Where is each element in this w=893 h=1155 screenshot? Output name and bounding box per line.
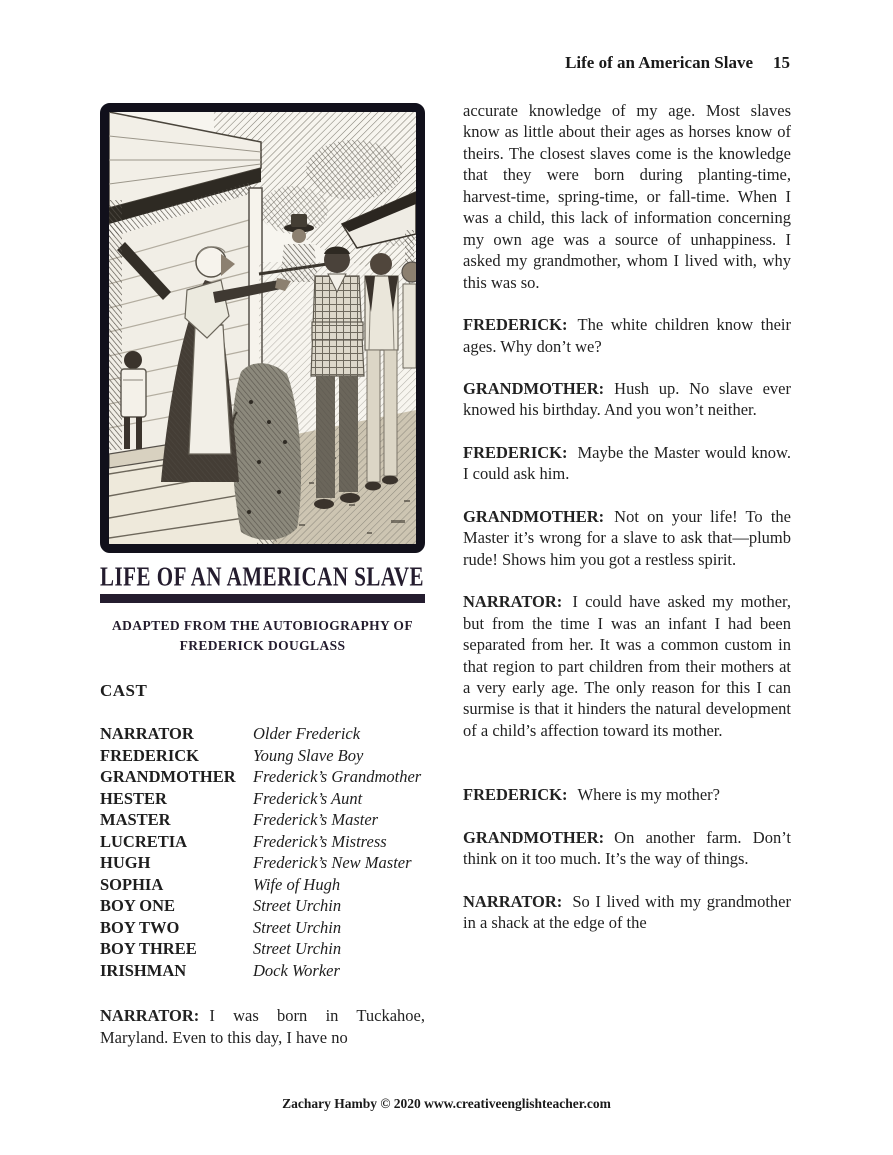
cast-role: Wife of Hugh — [253, 874, 341, 894]
cast-name: SOPHIA — [100, 874, 164, 894]
speaker-label: FREDERICK: — [463, 785, 568, 805]
cast-row — [100, 874, 425, 896]
cast-row — [100, 938, 425, 960]
cast-name: HUGH — [100, 853, 151, 873]
speaker-label: FREDERICK: — [463, 442, 568, 462]
cast-name: IRISHMAN — [100, 960, 187, 980]
script-paragraph — [463, 506, 791, 570]
script-paragraph — [463, 100, 791, 293]
cast-role: Frederick’s Mistress — [253, 831, 387, 851]
cast-role: Frederick’s New Master — [253, 853, 412, 873]
page-number: 15 — [773, 53, 790, 72]
script-paragraph — [463, 378, 791, 421]
cast-name: HESTER — [100, 788, 167, 808]
cast-row — [100, 917, 425, 939]
cast-role: Frederick’s Aunt — [253, 788, 363, 808]
dialogue-text: I could have asked my mother, but from the time I was an infant I had been separated from her. It was a common custom in that region to part children from their mothers at a very early age. The only reason for this I can surmise is that it hinders the natural development of a child’s affection toward its mother. — [463, 592, 791, 740]
cast-role: Street Urchin — [253, 896, 342, 916]
subtitle-line-1: ADAPTED FROM THE AUTOBIOGRAPHY OF — [112, 618, 413, 633]
cast-role: Older Frederick — [253, 724, 361, 744]
cast-role: Young Slave Boy — [253, 745, 364, 765]
subtitle-line-2: FREDERICK DOUGLASS — [179, 637, 346, 653]
dialogue-text: Maybe the Master would know. I could ask him. — [463, 442, 791, 484]
script-paragraph — [463, 591, 791, 741]
cast-name: BOY THREE — [100, 939, 197, 959]
cast-heading: CAST — [100, 681, 148, 701]
dialogue-text: Hush up. No slave ever knowed his birthday. And you won’t neither. — [463, 378, 791, 420]
script-paragraph — [463, 442, 791, 485]
script-paragraph — [463, 891, 791, 934]
cast-name: GRANDMOTHER — [100, 767, 236, 787]
cast-role: Street Urchin — [253, 917, 342, 937]
speaker-label: NARRATOR: — [463, 592, 563, 612]
page-header — [565, 53, 790, 73]
cast-row — [100, 809, 425, 831]
cast-name: FREDERICK — [100, 745, 200, 765]
script-paragraph — [463, 784, 791, 805]
speaker-label: NARRATOR: — [100, 1006, 200, 1026]
cast-name: NARRATOR — [100, 724, 194, 744]
speaker-label: GRANDMOTHER: — [463, 506, 605, 526]
engraving-scene-icon — [109, 112, 416, 544]
script-paragraph — [100, 1005, 425, 1048]
cast-row — [100, 766, 425, 788]
cast-role: Street Urchin — [253, 939, 342, 959]
cast-row — [100, 852, 425, 874]
play-title: LIFE OF AN AMERICAN SLAVE — [100, 561, 425, 593]
play-subtitle — [100, 616, 425, 655]
dialogue-text: Where is my mother? — [577, 785, 721, 805]
cast-list-body — [100, 723, 425, 981]
speaker-label: GRANDMOTHER: — [463, 827, 605, 847]
page-footer: Zachary Hamby © 2020 www.creativeenglishteacher.com — [282, 1096, 611, 1111]
speaker-label: GRANDMOTHER: — [463, 378, 605, 398]
cast-row — [100, 745, 425, 767]
cast-row — [100, 895, 425, 917]
dialogue-text: On another farm. Don’t think on it too much. It’s the way of things. — [463, 827, 791, 869]
running-title: Life of an American Slave — [565, 53, 753, 72]
cast-list — [100, 723, 425, 981]
cast-row — [100, 960, 425, 982]
script-paragraph — [463, 314, 791, 357]
cast-row — [100, 831, 425, 853]
cast-name: BOY ONE — [100, 896, 176, 916]
dialogue-text: Not on your life! To the Master it’s wrong for a slave to ask that—plumb rude! Shows him you got a restless spirit. — [463, 506, 791, 569]
cast-name: MASTER — [100, 810, 171, 830]
cast-row — [100, 723, 425, 745]
title-rule — [100, 594, 425, 603]
speaker-label: FREDERICK: — [463, 315, 568, 335]
cast-row — [100, 788, 425, 810]
left-column — [100, 103, 425, 1048]
script-paragraph — [463, 827, 791, 870]
cast-role: Frederick’s Grandmother — [253, 767, 422, 787]
dialogue-text: So I lived with my grandmother in a shack at the edge of the — [463, 891, 791, 933]
cast-role: Dock Worker — [253, 960, 340, 980]
cast-role: Frederick’s Master — [253, 810, 379, 830]
dialogue-text: accurate knowledge of my age. Most slaves know as little about their ages as horses know of theirs. The closest slaves come is the knowledge that they were born during planting-time, harvest-time, spring-time, or fall-time. When I was a child, this lack of information concerning my own age was a source of unhappiness. I asked my grandmother, whom I lived with, why this was so. — [463, 101, 791, 292]
cast-name: LUCRETIA — [100, 831, 188, 851]
woodcut-illustration — [100, 103, 425, 553]
right-column — [463, 100, 791, 934]
speaker-label: NARRATOR: — [463, 891, 563, 911]
cast-name: BOY TWO — [100, 917, 180, 937]
dialogue-text: I was born in Tuckahoe, Maryland. Even to this day, I have no — [100, 1006, 425, 1047]
dialogue-text: The white children know their ages. Why don’t we? — [463, 315, 791, 356]
